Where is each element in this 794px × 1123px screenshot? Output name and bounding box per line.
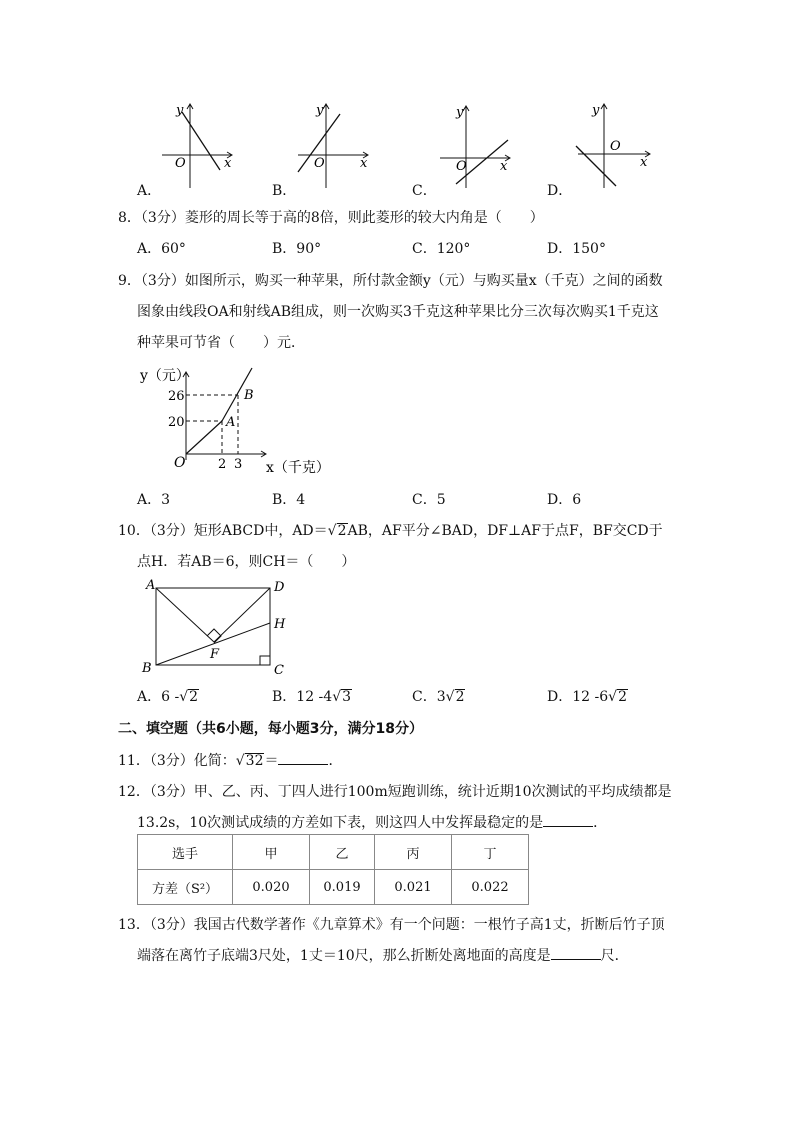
q9-ytick-26: 26	[168, 389, 185, 404]
svg-text:D: D	[274, 580, 285, 595]
q9-y-label: y（元）	[140, 368, 190, 384]
q7-option-c: C．	[412, 183, 437, 199]
q12-stem-line1: 12．（3分）甲、乙、丙、丁四人进行100m短跑训练，统计近期10次测试的平均成绩都是	[118, 784, 672, 800]
q8-option-c: C．120°	[412, 241, 471, 257]
table-cell: 0.022	[452, 870, 529, 905]
q7-option-d: D．	[547, 183, 573, 199]
table-row-label: 方差（S²）	[138, 870, 233, 905]
svg-text:y: y	[456, 105, 464, 120]
q10-option-b: B．12 -4√3	[272, 689, 352, 705]
q8-stem: 8．（3分）菱形的周长等于高的8倍，则此菱形的较大内角是（ ）	[118, 210, 544, 226]
q10-figure	[140, 576, 300, 678]
q12-answer-blank	[543, 814, 593, 827]
q7-graph-d	[572, 100, 656, 192]
q10-option-c: C．3√2	[412, 689, 465, 705]
q7-graph-a	[158, 100, 238, 192]
q10-segment-af	[156, 588, 214, 642]
svg-text:x: x	[640, 155, 648, 170]
q10-stem-line1: 10．（3分）矩形ABCD中，AD＝√2AB，AF平分∠BAD，DF⊥AF于点F，BF交CD于	[118, 523, 663, 539]
q9-ytick-20: 20	[168, 415, 185, 430]
q12-variance-table	[137, 834, 529, 905]
table-header-cell: 选手	[138, 835, 233, 870]
q8-option-a: A．60°	[137, 241, 186, 257]
svg-text:H: H	[274, 617, 286, 632]
q9-stem-line1: 9．（3分）如图所示，购买一种苹果，所付款金额y（元）与购买量x（千克）之间的函数	[118, 273, 663, 289]
q13-answer-blank	[551, 947, 601, 960]
q12-stem-line2: 13.2s，10次测试成绩的方差如下表，则这四人中发挥最稳定的是 ．	[137, 815, 608, 831]
q9-option-d: D．6	[547, 492, 582, 508]
table-header-cell: 甲	[233, 835, 310, 870]
table-header-cell: 丁	[452, 835, 529, 870]
table-header-cell: 丙	[375, 835, 452, 870]
q9-origin: O	[174, 455, 186, 471]
svg-text:x: x	[360, 156, 368, 171]
q7-graph-b	[294, 100, 374, 192]
q9-segment-oa	[186, 421, 222, 454]
q10-segment-df	[214, 588, 270, 642]
q9-option-a: A．3	[137, 492, 171, 508]
q9-xtick-3: 3	[234, 457, 243, 472]
q9-xtick-2: 2	[218, 457, 227, 472]
q13-stem-line1: 13．（3分）我国古代数学著作《九章算术》有一个问题：一根竹子高1丈，折断后竹子顶	[118, 917, 665, 933]
q9-stem-line3: 种苹果可节省（ ）元．	[137, 335, 305, 351]
svg-text:O: O	[175, 156, 186, 171]
svg-text:A: A	[146, 578, 156, 593]
svg-text:y: y	[176, 103, 184, 118]
q11-answer-blank	[278, 752, 328, 765]
svg-text:x: x	[224, 156, 232, 171]
q9-graph	[138, 364, 338, 478]
table-header-cell: 乙	[310, 835, 375, 870]
q11-sqrt-32: 32	[245, 753, 264, 769]
q7-option-a: A．	[137, 183, 162, 199]
section2-title: 二、填空题（共6小题，每小题3分，满分18分）	[118, 721, 423, 737]
svg-text:y: y	[316, 103, 324, 118]
q7-graph-c	[438, 100, 518, 192]
q10-option-d: D．12 -6√2	[547, 689, 627, 705]
table-cell: 0.020	[233, 870, 310, 905]
svg-text:B: B	[142, 661, 152, 676]
q8-option-b: B．90°	[272, 241, 322, 257]
svg-text:F: F	[210, 647, 220, 662]
table-row	[138, 870, 529, 905]
q10-sqrt-2: 2	[337, 523, 347, 539]
q11-stem: 11．（3分）化简：√32＝ ．	[118, 753, 343, 769]
table-cell: 0.021	[375, 870, 452, 905]
q8-option-d: D．150°	[547, 241, 606, 257]
svg-text:C: C	[274, 663, 284, 678]
q9-point-a: A	[226, 415, 236, 430]
q9-x-label: x（千克）	[266, 460, 330, 476]
q7-option-b: B．	[272, 183, 297, 199]
q10-right-angle-c	[260, 656, 270, 665]
q9-stem-line2: 图象由线段OA和射线AB组成，则一次购买3千克这种苹果比分三次每次购买1千克这	[137, 304, 659, 320]
svg-text:y: y	[592, 103, 600, 118]
q9-point-b: B	[244, 388, 254, 403]
svg-text:O: O	[456, 159, 467, 174]
q9-option-c: C．5	[412, 492, 446, 508]
svg-text:O: O	[314, 156, 325, 171]
q13-stem-line2: 端落在离竹子底端3尺处，1丈＝10尺，那么折断处离地面的高度是 尺．	[137, 948, 629, 964]
table-row	[138, 835, 529, 870]
svg-text:x: x	[500, 159, 508, 174]
q10-stem-line2: 点H．若AB＝6，则CH＝（ ）	[137, 554, 356, 570]
q10-option-a: A．6 -√2	[137, 689, 199, 705]
q10-right-angle-f	[207, 629, 221, 643]
table-cell: 0.019	[310, 870, 375, 905]
svg-text:O: O	[610, 139, 621, 154]
q9-option-b: B．4	[272, 492, 306, 508]
